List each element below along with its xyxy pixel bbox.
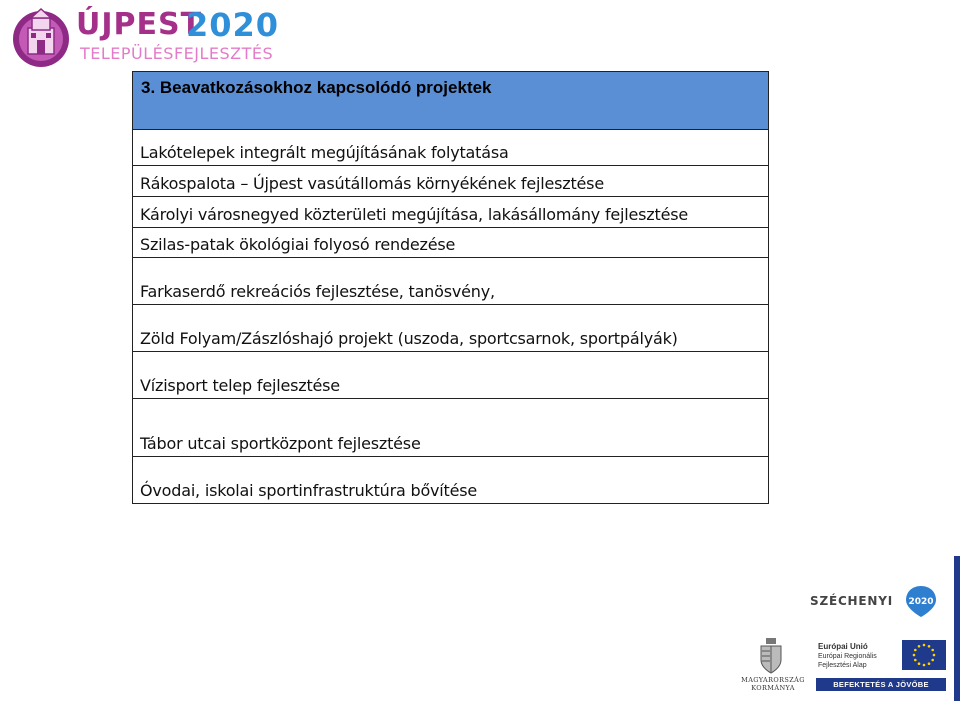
row-text: Zöld Folyam/Zászlóshajó projekt (uszoda, sportcsarnok, sportpályák) <box>140 329 678 348</box>
eu-flag-icon <box>902 640 946 670</box>
row-text: Vízisport telep fejlesztése <box>140 376 340 395</box>
table-row <box>133 352 768 399</box>
table-row <box>133 130 768 166</box>
eu-fund-text: Európai Unió Európai Regionális Fejlesztési Alap <box>818 642 877 669</box>
row-text: Rákospalota – Újpest vasútállomás környékének fejlesztése <box>140 174 604 193</box>
ujpest-2020-logo <box>10 6 280 70</box>
hungary-coat-of-arms-icon <box>758 638 784 674</box>
funding-logos <box>720 560 960 701</box>
logo-year: 2020 <box>186 6 280 44</box>
eu-banner: BEFEKTETÉS A JÖVŐBE <box>816 678 946 691</box>
eu-fund-block <box>816 640 946 692</box>
table-row <box>133 166 768 197</box>
row-text: Szilas-patak ökológiai folyosó rendezése <box>140 235 456 254</box>
row-text: Károlyi városnegyed közterületi megújítása, lakásállomány fejlesztése <box>140 205 689 224</box>
project-table <box>132 71 769 504</box>
row-text: Farkaserdő rekreációs fejlesztése, tanösvény, <box>140 282 495 301</box>
table-row <box>133 457 768 503</box>
row-text: Tábor utcai sportközpont fejlesztése <box>140 434 421 453</box>
table-row <box>133 197 768 228</box>
table-row <box>133 399 768 457</box>
row-text: Óvodai, iskolai sportinfrastruktúra bővítése <box>140 481 478 500</box>
table-row <box>133 305 768 352</box>
svg-text:2020: 2020 <box>908 597 934 607</box>
table-row <box>133 228 768 258</box>
szechenyi-label: SZÉCHENYI <box>810 594 893 608</box>
table-row <box>133 258 768 305</box>
logo-title: ÚJPEST <box>76 7 203 42</box>
ujpest-crest-icon <box>10 6 72 68</box>
row-text: Lakótelepek integrált megújításának folytatása <box>140 143 509 162</box>
szechenyi-2020-icon <box>904 584 938 618</box>
government-label: MAGYARORSZÁG KORMÁNYA <box>741 676 805 692</box>
table-header: 3. Beavatkozásokhoz kapcsolódó projektek <box>133 72 768 130</box>
logo-subtitle: TELEPÜLÉSFEJLESZTÉS <box>80 44 274 63</box>
